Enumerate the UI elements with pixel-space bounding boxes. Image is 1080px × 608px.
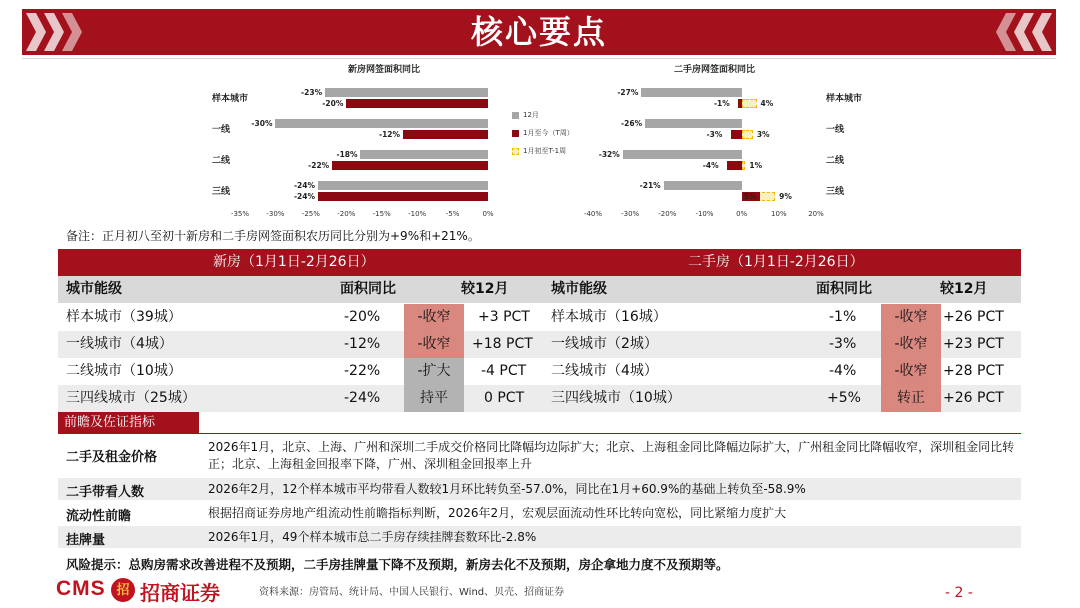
bar-value-label: 4% xyxy=(760,99,774,108)
category-label: 样本城市 xyxy=(212,94,249,104)
indicator-value: 2026年1月，北京、上海、广州和深圳二手成交价格同比降幅均边际扩大；北京、上海租金同比降幅边际扩大，广州租金同比降幅收窄，深圳租金同比转正；北京、上海租金回报率下降，广州、深圳租金回报率上升 xyxy=(208,440,1015,471)
row-yoy: -1% xyxy=(829,309,857,325)
table-row xyxy=(58,304,1021,331)
bar-value-label: -32% xyxy=(598,150,620,159)
trend-badge: -扩大 xyxy=(404,358,464,385)
indicator-key: 二手及租金价格 xyxy=(66,450,158,465)
legend-item-jan-t1: 1月初至T-1周 xyxy=(512,146,574,164)
row-city: 三四线城市（25城） xyxy=(66,390,196,406)
bar-jan-to-date xyxy=(403,130,488,139)
trend-badge: -收窄 xyxy=(881,304,941,331)
row-yoy: +5% xyxy=(827,390,861,406)
page-title: 核心要点 xyxy=(470,13,607,51)
chart-legend xyxy=(512,110,574,164)
axis-tick-label: -5% xyxy=(445,210,460,218)
indicator-row xyxy=(58,436,1021,476)
row-city: 一线城市（2城） xyxy=(551,336,658,352)
indicator-row xyxy=(58,526,1021,548)
bar-dec xyxy=(641,88,741,97)
bar-value-label: 9% xyxy=(779,192,792,201)
bar-dec xyxy=(325,88,488,97)
bar-jan-to-t1 xyxy=(742,99,757,108)
new-house-table-title: 新房（1月1日-2月26日） xyxy=(213,254,375,270)
bar-value-label: 1% xyxy=(749,161,763,170)
row-yoy: -4% xyxy=(829,363,857,379)
indicator-key: 二手带看人数 xyxy=(66,485,145,500)
axis-tick-label: 0% xyxy=(736,210,748,218)
category-label: 样本城市 xyxy=(826,94,863,104)
row-city: 一线城市（4城） xyxy=(66,336,173,352)
col-area-second: 面积同比 xyxy=(816,281,872,297)
axis-tick-label: 10% xyxy=(771,210,787,218)
bar-dec xyxy=(645,119,742,128)
col-area-new: 面积同比 xyxy=(340,281,396,297)
bar-value-label: -24% xyxy=(293,192,316,201)
table-row xyxy=(58,358,1021,385)
bar-value-label: -4% xyxy=(702,161,719,170)
axis-tick-label: -30% xyxy=(621,210,640,218)
row-city: 样本城市（16城） xyxy=(551,309,667,325)
row-yoy: -3% xyxy=(829,336,857,352)
row-delta: 0 PCT xyxy=(484,390,525,406)
axis-tick-label: 20% xyxy=(808,210,824,218)
row-city: 二线城市（4城） xyxy=(551,363,658,379)
axis-tick-label: -20% xyxy=(658,210,677,218)
bar-jan-to-date xyxy=(727,161,742,170)
bar-dec xyxy=(623,150,742,159)
bar-value-label: -24% xyxy=(293,181,316,190)
bar-value-label: -12% xyxy=(378,130,401,139)
row-delta: -4 PCT xyxy=(481,363,527,379)
legend-swatch-gray xyxy=(512,112,519,119)
bar-value-label: -26% xyxy=(621,119,643,128)
table-header-bar xyxy=(58,249,1021,276)
axis-tick-label: -35% xyxy=(230,210,250,218)
row-yoy: -12% xyxy=(344,336,381,352)
indicator-row xyxy=(58,502,1021,524)
axis-tick-label: 0% xyxy=(482,210,494,218)
row-yoy: -24% xyxy=(344,390,381,406)
bar-dec xyxy=(360,150,488,159)
indicator-key: 挂牌量 xyxy=(66,533,106,548)
trend-badge: -收窄 xyxy=(404,304,464,331)
bar-dec xyxy=(318,181,488,190)
bar-jan-to-date xyxy=(346,99,488,108)
indicator-value: 2026年1月，49个样本城市总二手房存续挂牌套数环比-2.8% xyxy=(208,530,537,544)
indicators-title: 前瞻及佐证指标 xyxy=(58,412,199,434)
risk-warning: 风险提示：总购房需求改善进程不及预期，二手房挂牌量下降不及预期，新房去化不及预期，房企拿地力度不及预期等。 xyxy=(66,557,729,572)
category-label: 三线 xyxy=(212,187,231,197)
row-yoy: -20% xyxy=(344,309,381,325)
row-yoy: -22% xyxy=(344,363,381,379)
bar-jan-to-date xyxy=(318,192,488,201)
row-delta: +18 PCT xyxy=(472,336,533,352)
bar-jan-to-date xyxy=(731,130,742,139)
table-row xyxy=(58,385,1021,412)
row-delta: +26 PCT xyxy=(943,390,1004,406)
table-column-headers xyxy=(58,276,1021,303)
bar-jan-to-t1 xyxy=(742,161,746,170)
indicator-value: 根据招商证券房地产组流动性前瞻指标判断，2026年2月，宏观层面流动性环比转向宽松，同比紧缩力度扩大 xyxy=(208,506,787,520)
category-label: 二线 xyxy=(212,156,231,166)
row-delta: +26 PCT xyxy=(943,309,1004,325)
bar-value-label: 3% xyxy=(756,130,770,139)
row-city: 三四线城市（10城） xyxy=(551,390,681,406)
axis-tick-label: -10% xyxy=(695,210,714,218)
bar-value-label: -22% xyxy=(308,161,330,170)
bar-dec xyxy=(664,181,742,190)
indicator-value: 2026年2月，12个样本城市平均带看人数较1月环比转负至-57.0%，同比在1月+60.9%的基础上转负至-58.9% xyxy=(208,482,806,496)
axis-tick-label: -20% xyxy=(337,210,356,218)
row-delta: +3 PCT xyxy=(478,309,530,325)
trend-badge: -收窄 xyxy=(404,331,464,358)
bar-value-label: -27% xyxy=(617,88,639,97)
axis-tick-label: -15% xyxy=(372,210,391,218)
legend-item-jan-t: 1月至今（T周） xyxy=(512,128,574,146)
bar-jan-to-t1 xyxy=(742,130,753,139)
bar-value-label: 5% xyxy=(743,192,757,201)
bar-value-label: -30% xyxy=(251,119,273,128)
chevron-right-decoration-icon xyxy=(976,9,1056,55)
trend-badge: 转正 xyxy=(881,385,941,412)
legend-item-dec: 12月 xyxy=(512,110,574,128)
title-bar xyxy=(22,9,1056,55)
trend-badge: -收窄 xyxy=(881,358,941,385)
bar-value-label: -20% xyxy=(322,99,344,108)
category-label: 一线 xyxy=(826,125,845,135)
bar-value-label: -1% xyxy=(713,99,730,108)
bar-value-label: -23% xyxy=(301,88,323,97)
row-delta: +28 PCT xyxy=(943,363,1004,379)
bar-value-label: -18% xyxy=(336,150,358,159)
row-delta: +23 PCT xyxy=(943,336,1004,352)
chart-second-title: 二手房网签面积同比 xyxy=(674,65,756,75)
axis-tick-label: -25% xyxy=(301,210,320,218)
bar-value-label: -21% xyxy=(639,181,661,190)
col-vs-new: 较12月 xyxy=(461,281,509,297)
col-city-new: 城市能级 xyxy=(66,281,122,297)
col-city-second: 城市能级 xyxy=(551,281,607,297)
axis-tick-label: -30% xyxy=(266,210,285,218)
axis-tick-label: -10% xyxy=(408,210,427,218)
trend-badge: -收窄 xyxy=(881,331,941,358)
axis-tick-label: -40% xyxy=(583,210,603,218)
bar-dec xyxy=(275,119,488,128)
trend-badge: 持平 xyxy=(404,385,464,412)
chart-new-title: 新房网签面积同比 xyxy=(348,65,421,75)
category-label: 二线 xyxy=(826,156,845,166)
data-source: 资料来源：房管局、统计局、中国人民银行、Wind、贝壳、招商证券 xyxy=(259,587,565,598)
row-city: 样本城市（39城） xyxy=(66,309,182,325)
category-label: 一线 xyxy=(212,125,231,135)
table-row xyxy=(58,331,1021,358)
col-vs-second: 较12月 xyxy=(940,281,988,297)
cms-seal-icon: 招 xyxy=(111,578,135,602)
bar-jan-to-date xyxy=(332,161,488,170)
category-label: 三线 xyxy=(826,187,845,197)
second-house-table-title: 二手房（1月1日-2月26日） xyxy=(688,254,864,270)
title-divider xyxy=(22,58,1056,59)
bar-value-label: -3% xyxy=(706,130,723,139)
row-city: 二线城市（10城） xyxy=(66,363,182,379)
legend-swatch-yellow xyxy=(512,148,519,155)
indicator-key: 流动性前瞻 xyxy=(66,509,132,524)
indicators-divider xyxy=(199,433,1021,434)
legend-swatch-red xyxy=(512,130,519,137)
note-text: 备注：正月初八至初十新房和二手房网签面积农历同比分别为+9%和+21%。 xyxy=(66,229,480,243)
bar-jan-to-date xyxy=(738,99,742,108)
indicator-row xyxy=(58,478,1021,500)
page-number: - 2 - xyxy=(945,585,973,601)
